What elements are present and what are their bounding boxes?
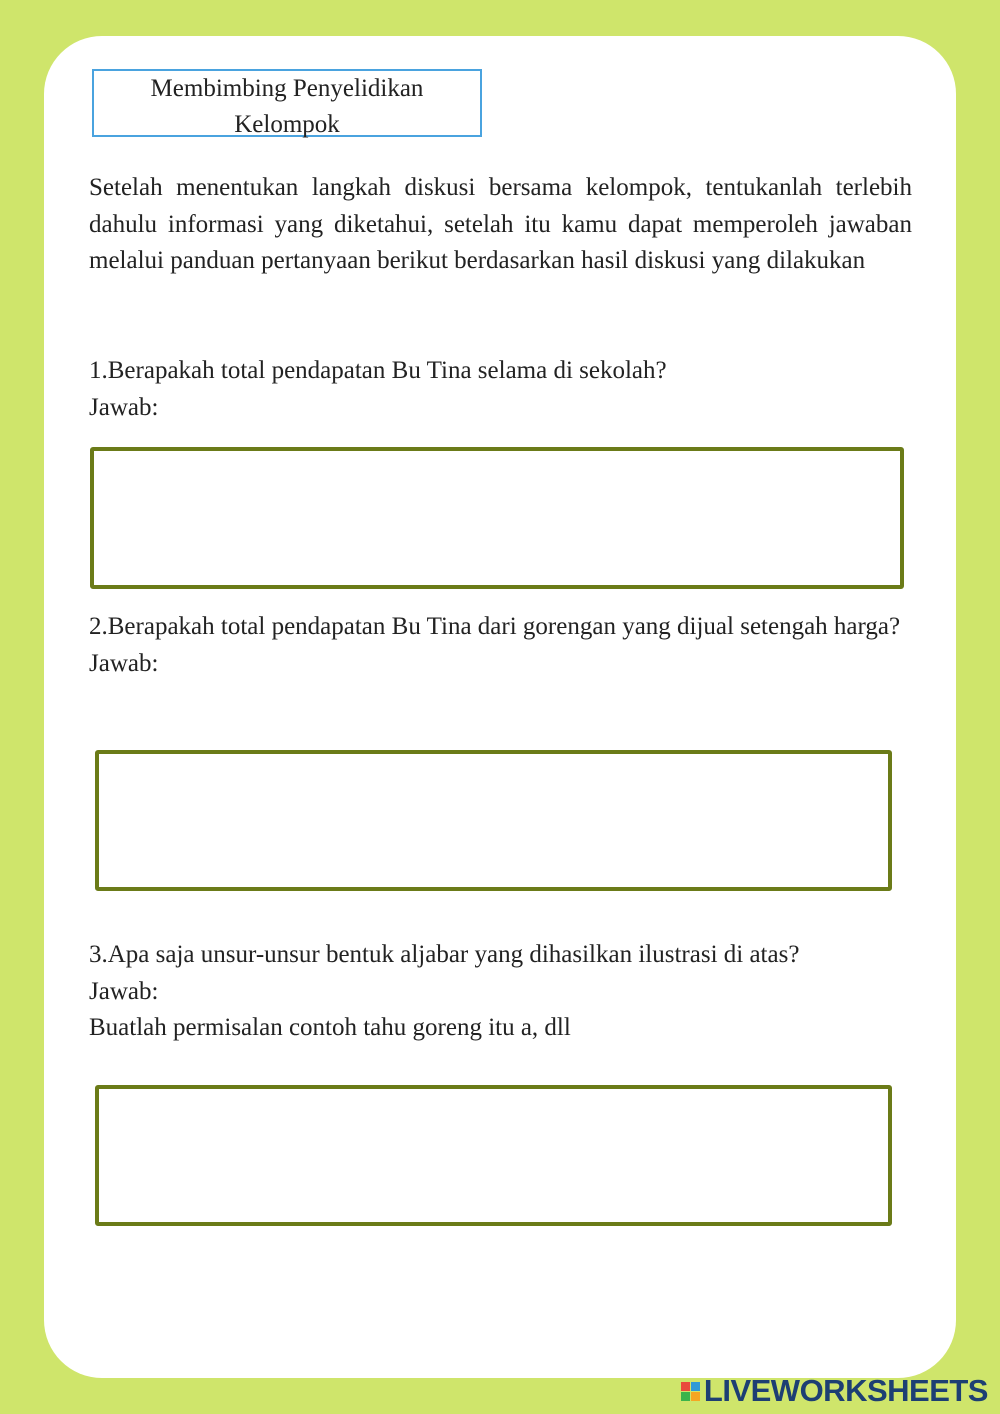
section-title-line2: Kelompok — [234, 111, 340, 138]
liveworksheets-logo-icon — [681, 1382, 700, 1401]
question-2-answer-label: Jawab: — [89, 649, 159, 677]
intro-paragraph: Setelah menentukan langkah diskusi bersama kelompok, tentukanlah terlebih dahulu informasi yang diketahui, setelah itu kamu dapat memperoleh jawaban melalui panduan pertanyaan berikut berdasarkan hasil diskusi yang dilakukan — [89, 174, 912, 274]
logo-square-1 — [681, 1382, 690, 1391]
answer-box-3[interactable] — [95, 1085, 892, 1226]
logo-square-2 — [691, 1382, 700, 1391]
logo-square-3 — [681, 1392, 690, 1401]
question-1-text: 1.Berapakah total pendapatan Bu Tina selama di sekolah? — [89, 357, 667, 384]
brand-name: LIVEWORKSHEETS — [703, 1373, 988, 1408]
question-2 — [89, 609, 912, 682]
section-title-line1: Membimbing Penyelidikan — [150, 75, 424, 102]
section-title — [92, 69, 482, 137]
question-3-text: 3.Apa saja unsur-unsur bentuk aljabar yang dihasilkan ilustrasi di atas? — [89, 941, 800, 968]
question-1 — [89, 353, 912, 426]
answer-box-2[interactable] — [95, 750, 892, 891]
logo-square-4 — [691, 1392, 700, 1401]
question-2-text: 2.Berapakah total pendapatan Bu Tina dari gorengan yang dijual setengah harga? — [89, 613, 901, 640]
liveworksheets-brand — [681, 1374, 988, 1408]
question-3-hint: Buatlah permisalan contoh tahu goreng itu a, dll — [89, 1014, 571, 1041]
question-1-answer-label: Jawab: — [89, 393, 159, 421]
question-3-answer-label: Jawab: — [89, 977, 159, 1005]
answer-box-1[interactable] — [90, 447, 904, 589]
question-3 — [89, 937, 912, 1047]
